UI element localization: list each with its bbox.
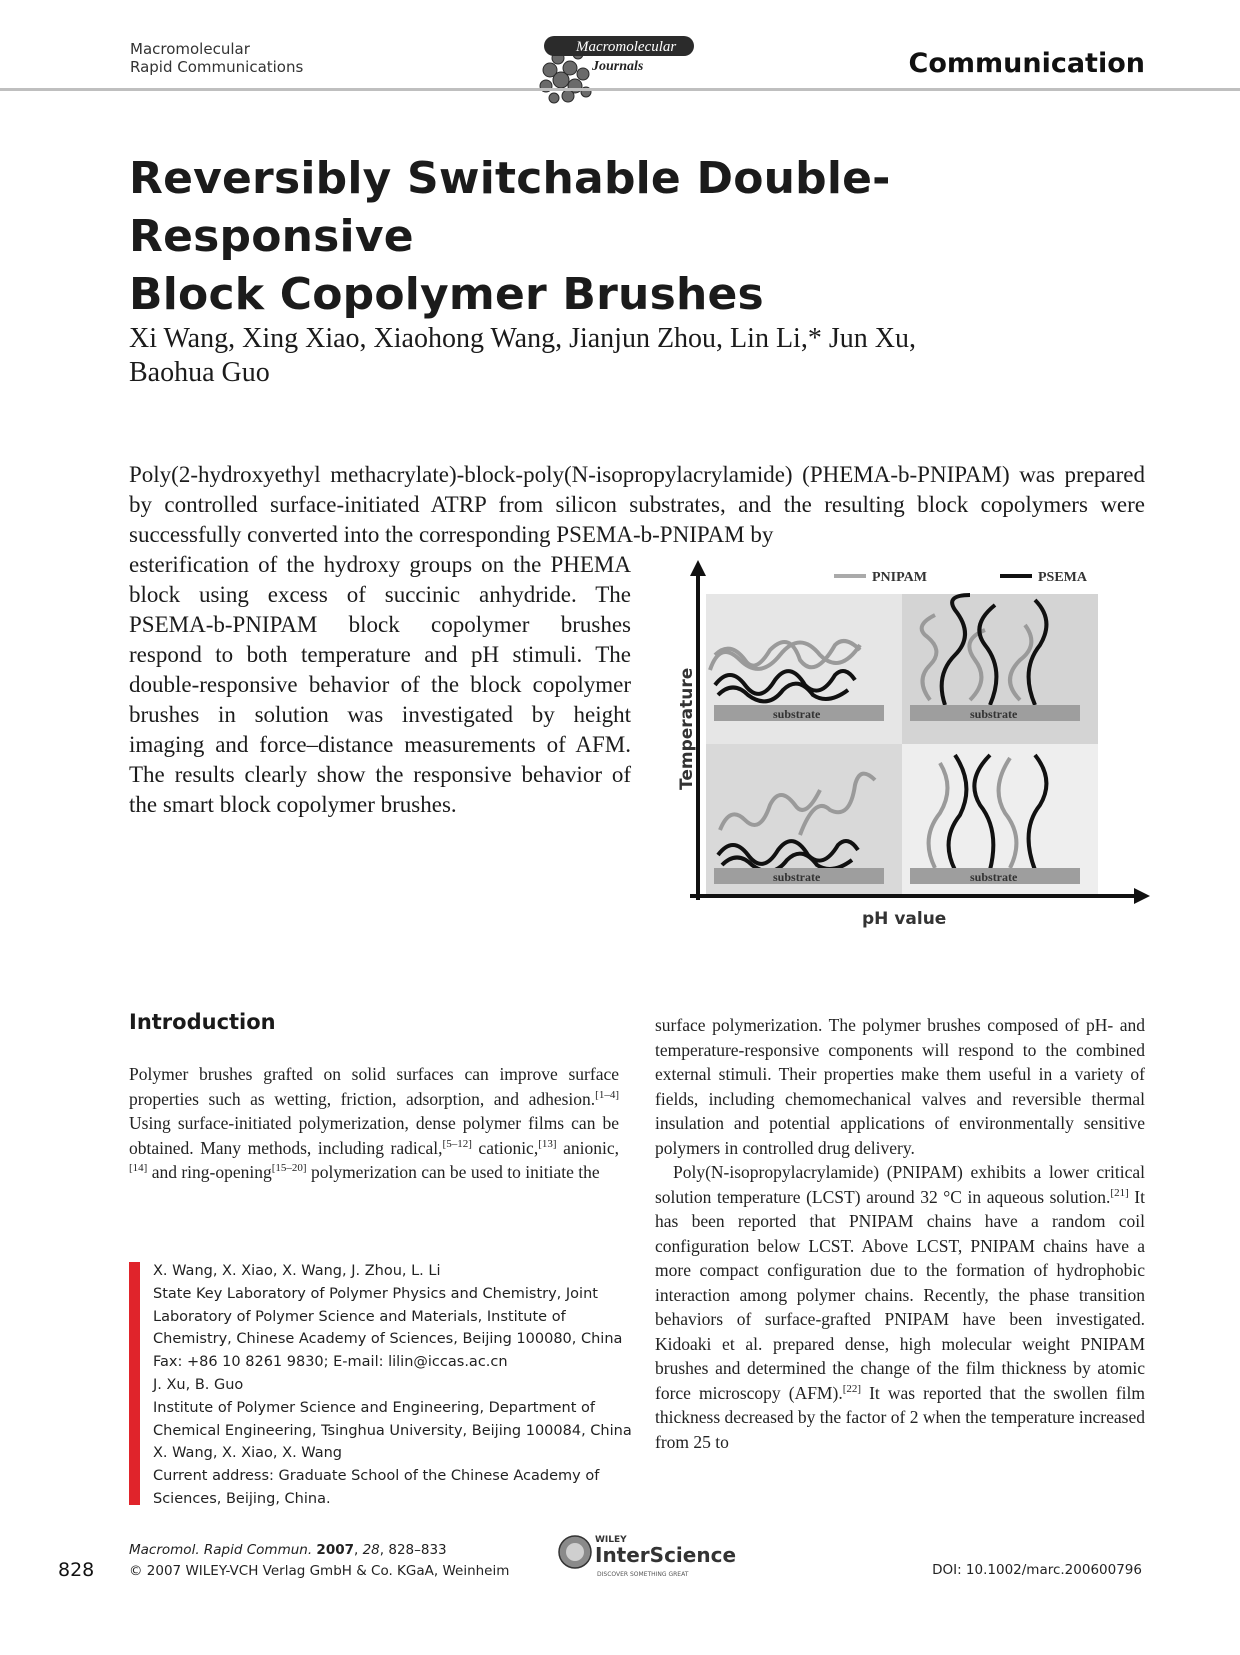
affiliation-line: Institute of Polymer Science and Engineering, Department of xyxy=(153,1399,595,1416)
citation-year: 2007 xyxy=(316,1542,354,1558)
affiliation-block xyxy=(153,1260,633,1511)
doi-text: DOI: 10.1002/marc.200600796 xyxy=(932,1562,1142,1578)
y-axis-label: Temperature xyxy=(677,667,697,790)
x-axis-label: pH value xyxy=(862,909,947,929)
section-type: Communication xyxy=(908,48,1145,79)
citation-volume: 28 xyxy=(362,1542,380,1558)
affiliation-line: Chemistry, Chinese Academy of Sciences, Beijing 100080, China xyxy=(153,1331,623,1348)
globe-icon xyxy=(559,1536,591,1568)
abstract-full-width: Poly(2-hydroxyethyl methacrylate)-block-poly(N-isopropylacrylamide) (PHEMA-b-PNIPAM) was prepared by controlled surface-initiated ATRP from silicon substrates, and the resulting block copolymers were successfully converted into the corresponding PSEMA-b-PNIPAM by xyxy=(129,462,1145,547)
wiley-interscience-logo xyxy=(555,1530,745,1582)
affiliation-line: Current address: Graduate School of the Chinese Academy of xyxy=(153,1468,600,1485)
ref-5-12: [5–12] xyxy=(442,1137,472,1150)
affiliation-line: Fax: +86 10 8261 9830; E-mail: lilin@iccas.ac.cn xyxy=(153,1354,508,1371)
ref-1-4: [1–4] xyxy=(595,1088,619,1101)
logo-text-line2: Journals xyxy=(592,59,644,74)
ref-13: [13] xyxy=(538,1137,557,1150)
wiley-small-text: WILEY xyxy=(595,1535,627,1545)
y-axis-arrow-icon xyxy=(690,560,706,576)
affiliation-line: X. Wang, X. Xiao, X. Wang xyxy=(153,1445,342,1462)
citation-journal: Macromol. Rapid Commun. xyxy=(129,1542,313,1558)
wiley-brand-text: InterScience xyxy=(595,1543,737,1567)
journal-name-line1: Macromolecular xyxy=(130,40,250,58)
affiliation-line: Chemical Engineering, Tsinghua University, Beijing 100084, China xyxy=(153,1422,632,1439)
ref-14: [14] xyxy=(129,1162,148,1175)
affiliation-line: Laboratory of Polymer Science and Materials, Institute of xyxy=(153,1308,566,1325)
page-number: 828 xyxy=(58,1559,95,1581)
affiliation-line: X. Wang, X. Xiao, X. Wang, J. Zhou, L. Li xyxy=(153,1263,441,1279)
authors-line1: Xi Wang, Xing Xiao, Xiaohong Wang, Jianjun Zhou, Lin Li,* Jun Xu, xyxy=(129,323,916,354)
legend-psema-label: PSEMA xyxy=(1038,570,1087,585)
intro-text-2: Using surface-initiated polymerization, dense polymer films can be obtained. Many methods, including radical, xyxy=(129,1113,619,1158)
intro-text-6: polymerization can be used to initiate the xyxy=(306,1162,600,1182)
citation-line: Macromol. Rapid Commun. 2007, 28, 828–833 xyxy=(129,1542,447,1558)
intro-text-1: Polymer brushes grafted on solid surfaces can improve surface properties such as wetting, friction, adsorption, and adhesion. xyxy=(129,1064,619,1109)
article-title xyxy=(129,150,1109,324)
citation-pages: , 828–833 xyxy=(379,1542,447,1558)
affiliation-line: J. Xu, B. Guo xyxy=(153,1376,244,1393)
title-line2: Block Copolymer Brushes xyxy=(129,269,764,320)
footer-citation xyxy=(129,1540,509,1582)
introduction-heading: Introduction xyxy=(129,1010,276,1034)
quadrant-top-left xyxy=(706,594,902,744)
authors-line2: Baohua Guo xyxy=(129,357,270,388)
intro-right-text-2: It has been reported that PNIPAM chains have a random coil configuration below LCST. Above LCST, PNIPAM chains have a more compact configuration due to the formation of hydrophobic interaction among polymer chains. Recently, the phase transition behaviors of surface-grafted PNIPAM have been investigated. Kidoaki et al. prepared dense, high molecular weight PNIPAM brushes and determined the change of the film thickness by atomic force microscopy (AFM). xyxy=(655,1186,1145,1403)
substrate-label-top-left: substrate xyxy=(773,707,821,721)
substrate-label-bottom-left: substrate xyxy=(773,870,821,884)
journal-name-line2: Rapid Communications xyxy=(130,58,304,76)
intro-text-4: anionic, xyxy=(556,1137,619,1158)
macromolecular-journals-logo xyxy=(528,28,718,106)
intro-right-text-3: It was reported that the swollen film thickness decreased by the factor of 2 when the temperature increased from 25 to xyxy=(655,1382,1145,1452)
intro-right-text-1: Poly(N-isopropylacrylamide) (PNIPAM) exhibits a lower critical solution temperature (LCST) around 32 °C in aqueous solution. xyxy=(655,1162,1145,1207)
copyright-line: © 2007 WILEY-VCH Verlag GmbH & Co. KGaA, Weinheim xyxy=(129,1563,510,1579)
affiliation-line: State Key Laboratory of Polymer Physics and Chemistry, Joint xyxy=(153,1285,598,1302)
intro-right-paragraph-2 xyxy=(655,1160,1145,1454)
introduction-right-column xyxy=(655,1013,1145,1454)
introduction-left-column xyxy=(129,1062,619,1185)
intro-text-5: and ring-opening xyxy=(147,1162,272,1182)
ref-22: [22] xyxy=(842,1382,862,1395)
title-line1: Reversibly Switchable Double-Responsive xyxy=(129,153,891,262)
wiley-tagline-text: DISCOVER SOMETHING GREAT xyxy=(597,1571,689,1578)
legend-pnipam-label: PNIPAM xyxy=(872,570,927,585)
header-divider xyxy=(0,88,1240,91)
affiliation-accent-bar xyxy=(129,1262,140,1505)
intro-text-3: cationic, xyxy=(471,1137,539,1158)
ref-15-20: [15–20] xyxy=(271,1162,307,1175)
x-axis-arrow-icon xyxy=(1134,888,1150,904)
abstract-left-column: esterification of the hydroxy groups on the PHEMA block using excess of succinic anhydride. The PSEMA-b-PNIPAM block copolymer brushes respond to both temperature and pH stimuli. The double-responsive behavior of the block copolymer brushes in solution was investigated by height imaging and force–distance measurements of AFM. The results clearly show the responsive behavior of the smart block copolymer brushes. xyxy=(129,552,631,817)
affiliation-line: Sciences, Beijing, China. xyxy=(153,1490,331,1507)
journal-name xyxy=(130,40,303,76)
substrate-label-top-right: substrate xyxy=(970,707,1018,721)
ref-21: [21] xyxy=(1110,1186,1129,1199)
intro-right-paragraph-1: surface polymerization. The polymer brushes composed of pH- and temperature-responsive components will respond to the combined external stimuli. Their properties make them useful in a variety of fields, including chemomechanical valves and reversible thermal insulation and potential applications of environmentally sensitive polymers in controlled drug delivery. xyxy=(655,1015,1145,1158)
author-list xyxy=(129,322,1109,390)
substrate-label-bottom-right: substrate xyxy=(970,870,1018,884)
logo-text-line1: Macromolecular xyxy=(576,39,677,55)
graphical-abstract-figure xyxy=(670,560,1150,950)
